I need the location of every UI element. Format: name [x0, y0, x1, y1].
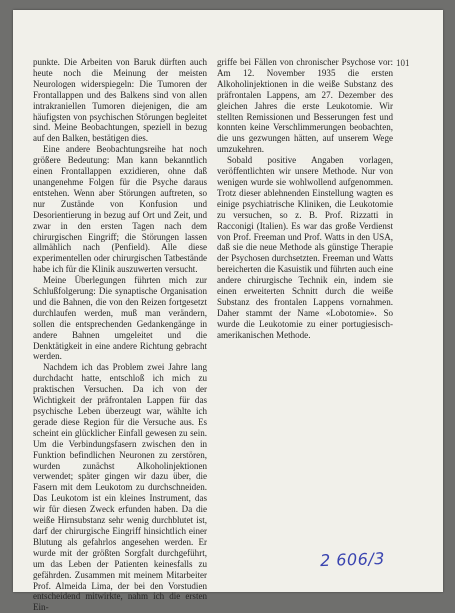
handwritten-archive-mark: 2 606/3: [319, 548, 386, 571]
paragraph: punkte. Die Arbeiten von Baruk dürften auch heute noch die Meinung der meisten Neurologen widerspiegeln: Die Tumoren der Frontallappen und des Balkens sind von allen intrakraniellen Tumoren diejenigen, die am häufigsten von psychischen Störungen begleitet sind. Meine Beobachtungen, speziell in bezug auf den Balken, bestätigen dies.: [33, 57, 207, 144]
paragraph: Eine andere Beobachtungsreihe hat noch größere Bedeutung: Man kann bekanntlich einen Frontallappen exzidieren, ohne daß unangenehme Folgen für die Psyche daraus entstehen. Wenn aber Störungen auftreten, so nur Zustände von Konfusion und Desorientierung in bezug auf Ort und Zeit, und zwar in den ersten Tagen nach dem chirurgischen Eingriff; die Störungen lassen allmählich nach (Penfield). Alle diese experimentellen oder chirurgischen Tatbestände habe ich für die Klinik auszuwerten versucht.: [33, 144, 207, 275]
document-page: [13, 10, 443, 613]
text-column-right: [217, 57, 393, 341]
text-column-left: [33, 57, 207, 613]
paragraph: Sobald positive Angaben vorlagen, veröffentlichten wir unsere Methode. Nur von wenigen wurde sie wohlwollend aufgenommen. Trotz dieser ablehnenden Einstellung wagten es einige psychiatrische Kliniken, die Leukotomie zu versuchen, so z. B. Prof. Rizzatti in Racconigi (Italien). Es war das große Verdienst von Prof. Freeman und Prof. Watts in den USA, daß sie die neue Methode als günstige Therapie der Psychosen durchsetzten. Freeman und Watts bereicherten die Kasuistik und führten auch eine andere chirurgische Technik ein, indem sie einen erweiterten Schnitt durch die weiße Substanz des frontalen Lappens vornahmen. Daher stammt der Name «Lobotomie». So wurde die Leukotomie zu einer portugiesisch-amerikanischen Methode.: [217, 155, 393, 340]
paragraph: Nachdem ich das Problem zwei Jahre lang durchdacht hatte, entschloß ich mich zu praktischen Versuchen. Da ich von der Wichtigkeit der präfrontalen Lappen für das psychische Leben überzeugt war, wählte ich gerade diese Region für die Versuche aus. Es scheint ein glücklicher Einfall gewesen zu sein. Um die Verbindungsfasern zwischen den in Funktion befindlichen Neuronen zu zerstören, wurden zunächst Alkoholinjektionen verwendet; später gingen wir dazu über, die Fasern mit dem Leukotom zu durchschneiden. Das Leukotom ist ein kleines Instrument, das wir für diesen Zweck erfunden haben. Da die weiße Hirnsubstanz sehr wenig durchblutet ist, darf der chirurgische Eingriff hinsichtlich einer Blutung als gefahrlos angesehen werden. Er wurde mit der größten Sorgfalt durchgeführt, um das Leben der Patienten keinesfalls zu gefährden. Zusammen mit meinem Mitarbeiter Prof. Almeida Lima, der bei den Vorstudien entscheidend mitwirkte, nahm ich die ersten Ein-: [33, 362, 207, 613]
page-number: 101: [396, 58, 410, 68]
paragraph: Meine Überlegungen führten mich zur Schlußfolgerung: Die synaptische Organisation und die Bahnen, die von den Reizen fortgesetzt durchlaufen werden, muß man verändern, sollen die entsprechenden Gedankengänge in andere Bahnen umgeleitet und die Denktätigkeit in eine andere Richtung gebracht werden.: [33, 275, 207, 362]
paragraph: griffe bei Fällen von chronischer Psychose vor: Am 12. November 1935 die ersten Alkoholinjektionen in die weiße Substanz des präfrontalen Lappens, am 27. Dezember des gleichen Jahres die erste Leukotomie. Wir stellten Remissionen und Besserungen fest und konnten keine Verschlimmerungen beobachten, die uns gezwungen hätten, auf unserem Wege umzukehren.: [217, 57, 393, 155]
